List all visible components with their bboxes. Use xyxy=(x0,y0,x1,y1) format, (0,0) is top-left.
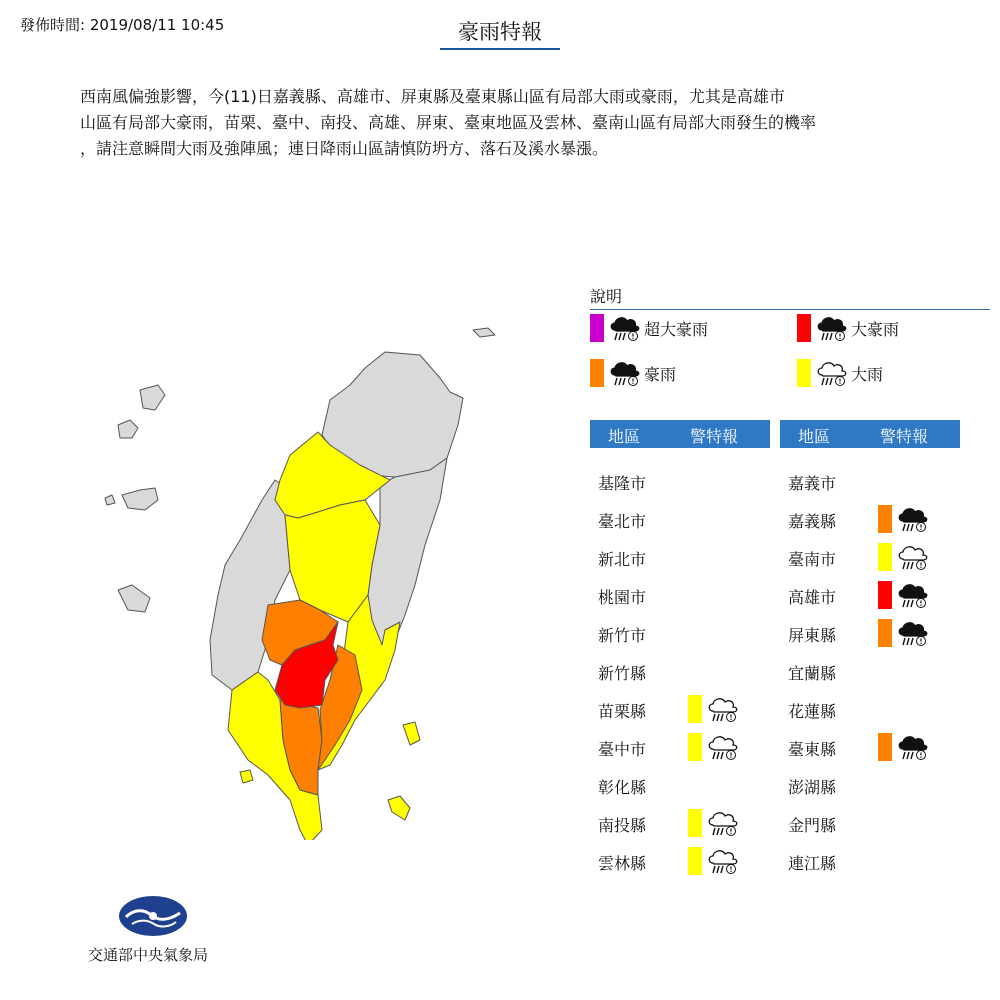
region-name: 雲林縣 xyxy=(598,854,647,873)
table-row xyxy=(590,845,770,875)
table-row xyxy=(590,617,770,647)
heavy-rain-icon xyxy=(815,314,849,342)
page-title: 豪雨特報 xyxy=(440,16,560,50)
table-row xyxy=(780,617,960,647)
table-row xyxy=(590,579,770,609)
map-island-penghu xyxy=(140,385,165,410)
legend-swatch xyxy=(797,314,811,342)
table-header-left xyxy=(590,420,770,448)
warning-level-bar xyxy=(878,581,892,609)
table-row xyxy=(780,845,960,875)
heavy-rain-icon xyxy=(896,619,930,647)
rain-icon xyxy=(706,733,740,761)
cwb-logo xyxy=(118,895,188,937)
region-name: 連江縣 xyxy=(788,854,837,873)
legend-label: 豪雨 xyxy=(644,365,677,384)
table-row xyxy=(780,503,960,533)
table-row xyxy=(590,693,770,723)
table-row xyxy=(780,769,960,799)
region-name: 臺北市 xyxy=(598,512,647,531)
rain-icon xyxy=(706,847,740,875)
table-row xyxy=(780,807,960,837)
warning-level-bar xyxy=(878,733,892,761)
region-name: 苗栗縣 xyxy=(598,702,647,721)
legend-swatch xyxy=(797,359,811,387)
map-island-penghu xyxy=(118,585,150,612)
region-name: 嘉義市 xyxy=(788,474,837,493)
table-row xyxy=(590,807,770,837)
region-name: 臺東縣 xyxy=(788,740,837,759)
legend-label: 超大豪雨 xyxy=(644,320,709,339)
region-name: 臺南市 xyxy=(788,550,837,569)
warning-level-bar xyxy=(878,619,892,647)
table-row xyxy=(590,503,770,533)
legend-label: 大豪雨 xyxy=(851,320,900,339)
warning-level-bar xyxy=(878,543,892,571)
map-island-guishan xyxy=(473,328,495,337)
warning-level-bar xyxy=(688,847,702,875)
legend-title: 說明 xyxy=(590,284,990,310)
region-name: 彰化縣 xyxy=(598,778,647,797)
warning-level-bar xyxy=(688,695,702,723)
description-line: 山區有局部大豪雨，苗栗、臺中、南投、高雄、屏東、臺東地區及雲林、臺南山區有局部大雨發生的機率 xyxy=(80,113,817,132)
region-name: 花蓮縣 xyxy=(788,702,837,721)
rain-icon xyxy=(706,695,740,723)
map-island-penghu xyxy=(118,420,138,438)
table-row xyxy=(780,465,960,495)
table-row xyxy=(780,655,960,685)
table-row xyxy=(590,731,770,761)
taiwan-warning-map xyxy=(100,320,500,840)
description-line: ，請注意瞬間大雨及強陣風；連日降雨山區請慎防坍方、落石及溪水暴漲。 xyxy=(80,139,609,158)
warning-level-bar xyxy=(688,809,702,837)
column-header-region: 地區 xyxy=(608,427,641,446)
region-name: 新北市 xyxy=(598,550,647,569)
legend-swatch xyxy=(590,359,604,387)
table-row xyxy=(780,693,960,723)
publish-time: 發佈時間: 2019/08/11 10:45 xyxy=(20,16,225,34)
region-name: 基隆市 xyxy=(598,474,647,493)
region-name: 澎湖縣 xyxy=(788,778,837,797)
map-island-penghu xyxy=(105,495,115,505)
warning-level-bar xyxy=(688,733,702,761)
region-name: 高雄市 xyxy=(788,588,837,607)
legend-label: 大雨 xyxy=(851,365,884,384)
warning-level-bar xyxy=(878,505,892,533)
column-header-region: 地區 xyxy=(798,427,831,446)
region-name: 南投縣 xyxy=(598,816,647,835)
table-row xyxy=(590,769,770,799)
table-row xyxy=(780,579,960,609)
rain-icon xyxy=(706,809,740,837)
column-header-warning: 警特報 xyxy=(690,427,739,446)
map-island-orchid xyxy=(388,796,410,820)
table-header-right xyxy=(780,420,960,448)
rain-icon xyxy=(896,543,930,571)
heavy-rain-icon xyxy=(608,314,642,342)
agency-name: 交通部中央氣象局 xyxy=(88,946,209,964)
region-name: 宜蘭縣 xyxy=(788,664,837,683)
map-island-penghu xyxy=(122,488,158,510)
heavy-rain-icon xyxy=(896,505,930,533)
table-row xyxy=(780,731,960,761)
map-island-green xyxy=(403,722,420,745)
table-row xyxy=(590,541,770,571)
heavy-rain-icon xyxy=(608,359,642,387)
column-header-warning: 警特報 xyxy=(880,427,929,446)
region-name: 嘉義縣 xyxy=(788,512,837,531)
table-row xyxy=(590,465,770,495)
region-name: 新竹縣 xyxy=(598,664,647,683)
map-island-liuqiu xyxy=(240,770,253,783)
legend-swatch xyxy=(590,314,604,342)
region-name: 桃園市 xyxy=(598,588,647,607)
region-name: 屏東縣 xyxy=(788,626,837,645)
table-row xyxy=(780,541,960,571)
region-name: 新竹市 xyxy=(598,626,647,645)
heavy-rain-icon xyxy=(896,733,930,761)
table-row xyxy=(590,655,770,685)
description-line: 西南風偏強影響，今(11)日嘉義縣、高雄市、屏東縣及臺東縣山區有局部大雨或豪雨，尤其是高雄市 xyxy=(80,87,785,106)
region-name: 臺中市 xyxy=(598,740,647,759)
rain-icon xyxy=(815,359,849,387)
heavy-rain-icon xyxy=(896,581,930,609)
region-name: 金門縣 xyxy=(788,816,837,835)
warning-description xyxy=(80,84,920,162)
